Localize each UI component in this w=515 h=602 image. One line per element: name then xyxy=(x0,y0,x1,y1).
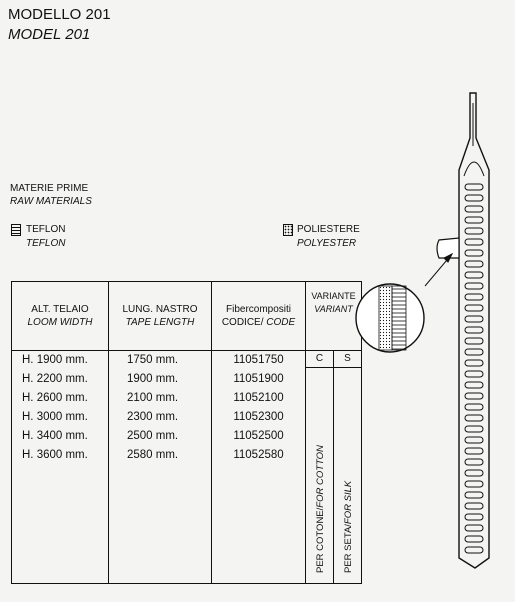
tape-hole xyxy=(465,294,483,300)
loom-width-header: ALT. TELAIO LOOM WIDTH xyxy=(12,282,109,351)
tape-hole xyxy=(465,195,483,201)
tape-hole xyxy=(465,393,483,399)
row-1-code: 11051750 xyxy=(233,354,284,366)
variant-c-label: C xyxy=(306,351,333,368)
variant-s-description: PER SETA/FOR SILK xyxy=(343,480,354,573)
row-5-tape: 2500 mm. xyxy=(127,430,179,442)
materials-heading: MATERIE PRIME xyxy=(10,183,89,194)
section-magnifier xyxy=(356,284,424,352)
code-header: Fibercompositi CODICE/ CODE xyxy=(212,282,306,351)
model-title: MODELLO 201 xyxy=(8,6,111,23)
variant-s-label: S xyxy=(334,351,361,368)
polyester-label-en: POLYESTER xyxy=(297,238,357,249)
tape-hole xyxy=(465,437,483,443)
row-5-code: 11052500 xyxy=(233,430,284,442)
tape-hole xyxy=(465,426,483,432)
row-6-code: 11052580 xyxy=(233,449,284,461)
detail-arrow xyxy=(425,254,452,286)
tape-hole xyxy=(465,481,483,487)
row-1-loom: H. 1900 mm. xyxy=(22,354,88,366)
variant-header: VARIANTE VARIANT xyxy=(306,282,362,351)
tape-hole xyxy=(465,206,483,212)
row-4-tape: 2300 mm. xyxy=(127,411,179,423)
tape-hole xyxy=(465,184,483,190)
tape-hole xyxy=(465,470,483,476)
row-4-code: 11052300 xyxy=(233,411,284,423)
tape-hole xyxy=(465,283,483,289)
tape-length-header: LUNG. NASTRO TAPE LENGTH xyxy=(109,282,212,351)
tape-hole xyxy=(465,217,483,223)
spec-table xyxy=(11,281,362,584)
tape-hole xyxy=(465,250,483,256)
polyester-label: POLIESTERE xyxy=(297,224,360,235)
tape-hole xyxy=(465,338,483,344)
row-4-loom: H. 3000 mm. xyxy=(22,411,88,423)
tape-holes xyxy=(465,184,483,553)
loom-width-column xyxy=(12,351,109,584)
variant-c-description: PER COTONE/FOR COTTON xyxy=(315,445,326,573)
tape-hole xyxy=(465,492,483,498)
tape-hole xyxy=(465,327,483,333)
tape-length-column xyxy=(109,351,212,584)
row-2-tape: 1900 mm. xyxy=(127,373,179,385)
tape-hole xyxy=(465,349,483,355)
teflon-label: TEFLON xyxy=(26,224,66,235)
tape-hole xyxy=(465,382,483,388)
tape-hole xyxy=(465,525,483,531)
row-5-loom: H. 3400 mm. xyxy=(22,430,88,442)
polyester-swatch-icon xyxy=(283,224,293,236)
row-2-code: 11051900 xyxy=(233,373,284,385)
tape-hole xyxy=(465,503,483,509)
row-3-loom: H. 2600 mm. xyxy=(22,392,88,404)
tape-hole xyxy=(465,448,483,454)
row-6-loom: H. 3600 mm. xyxy=(22,449,88,461)
tape-hole xyxy=(465,536,483,542)
tape-drawing xyxy=(355,88,505,593)
tape-hole xyxy=(465,514,483,520)
tape-hole xyxy=(465,404,483,410)
code-column xyxy=(212,351,306,584)
tape-strip xyxy=(459,93,489,568)
materials-heading-en: RAW MATERIALS xyxy=(10,196,92,207)
tape-hole xyxy=(465,415,483,421)
row-6-tape: 2580 mm. xyxy=(127,449,179,461)
tape-hole xyxy=(465,305,483,311)
tape-hole xyxy=(465,228,483,234)
row-1-tape: 1750 mm. xyxy=(127,354,179,366)
row-2-loom: H. 2200 mm. xyxy=(22,373,88,385)
tape-hole xyxy=(465,239,483,245)
tape-hole xyxy=(465,360,483,366)
row-3-code: 11052100 xyxy=(233,392,284,404)
model-title-en: MODEL 201 xyxy=(8,26,91,43)
tape-hole xyxy=(465,371,483,377)
teflon-swatch-icon xyxy=(11,224,21,236)
variant-c-column xyxy=(306,351,334,584)
tape-hole xyxy=(465,316,483,322)
tape-hole xyxy=(465,261,483,267)
tape-hole xyxy=(465,459,483,465)
teflon-label-en: TEFLON xyxy=(26,238,66,249)
row-3-tape: 2100 mm. xyxy=(127,392,179,404)
tape-hole xyxy=(465,272,483,278)
tape-bulge xyxy=(437,238,459,258)
tape-hole xyxy=(465,547,483,553)
